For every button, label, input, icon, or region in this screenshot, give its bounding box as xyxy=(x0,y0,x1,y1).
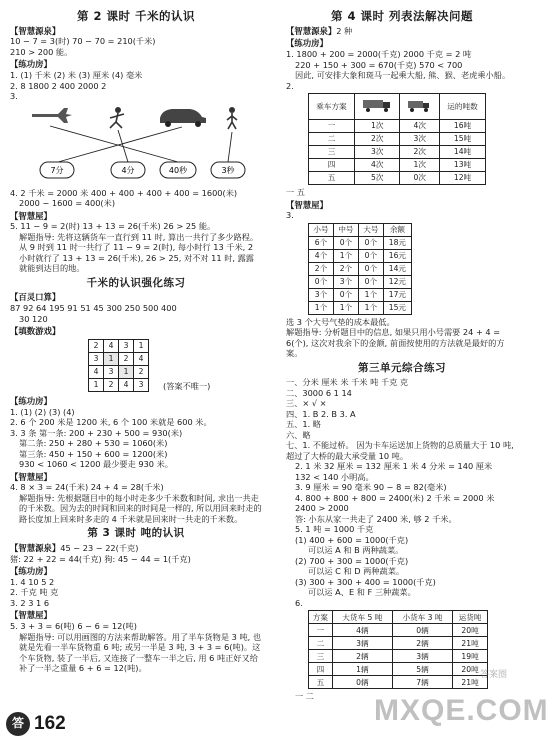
grid-cell: 2 xyxy=(104,378,119,391)
table-row xyxy=(309,275,412,288)
answer-line: 2. 6 个 200 米是 1200 米, 6 个 100 米就是 600 米。 xyxy=(10,417,212,428)
lesson-title-4: 第 4 课时 列表法解决问题 xyxy=(330,9,473,23)
table-cell: 20吨 xyxy=(453,624,488,637)
table-cell: 4次 xyxy=(400,120,440,133)
lesson-title-3: 第 3 课时 吨的认识 xyxy=(87,527,185,540)
table-header: 中号 xyxy=(333,223,358,236)
solution-guide: 解题指导: 先根据题目中的每小时走多少千米数和时间, 求出一共走的千米数。因为去的时间和回来的时间是一样的, 所以用回来时走的路长度加上回来时多走的 4 千米就是回来时一共走的千米数。 xyxy=(19,492,262,524)
answer-line: 930 < 1060 < 1200 最少要走 930 米。 xyxy=(19,459,173,470)
answer-line: 四、1. B 2. B 3. A xyxy=(286,408,356,419)
answer-line: 五、1. 略 xyxy=(286,419,321,430)
table-header: 运的吨数 xyxy=(439,94,485,120)
table-cell: 3次 xyxy=(354,146,399,159)
table-cell: 一 xyxy=(309,624,333,637)
table-cell: 1个 xyxy=(358,301,383,314)
table-cell: 18元 xyxy=(383,236,411,249)
solution-guide: 解题指导: 先将这辆货车一直行到 11 时, 算出一共行了多少路程。从 9 时到 11 时一共行了 11 − 9 = 2(时), 每小时行 13 千米, 2 小时就行了 13 + 13 = 26(千米), 26 > 25, 对不对 11 时, 露露就能到达目的地。 xyxy=(19,231,259,274)
answer-line: 5. 1 吨 = 1000 千克 xyxy=(295,524,374,535)
answer-line: 4. 8 × 3 = 24(千米) 24 + 4 = 28(千米) xyxy=(10,482,164,493)
table-row xyxy=(309,133,486,146)
table-cell: 0个 xyxy=(309,275,334,288)
table-row xyxy=(309,120,486,133)
table-cell: 一 xyxy=(309,120,355,133)
grid-cell: 4 xyxy=(119,378,134,391)
answer-line: 2400 > 2000 xyxy=(295,503,349,514)
answer-line: 第二条: 250 + 280 + 530 = 1060(米) xyxy=(19,438,168,449)
answer-text: 2 种 xyxy=(336,25,353,36)
section-tag: 【填数游戏】 xyxy=(10,326,61,337)
answer-line: 132 < 140 小明高。 xyxy=(295,471,374,482)
answer-line: 2. 千克 吨 克 xyxy=(10,587,59,598)
practice-title: 千米的认识强化练习 xyxy=(86,276,186,289)
section-tag: 【智慧源泉】 xyxy=(10,542,61,553)
table-row xyxy=(309,249,412,262)
table-cell: 15吨 xyxy=(439,133,485,146)
oval-label: 3秒 xyxy=(221,165,235,175)
grid-cell: 2 xyxy=(119,352,134,365)
table-cell: 0个 xyxy=(333,236,358,249)
grid-cell: 2 xyxy=(134,365,149,378)
answer-line: (3) 300 + 300 + 400 = 1000(千克) xyxy=(295,576,436,587)
answer-line: 3. xyxy=(286,210,294,221)
number-grid-wrap xyxy=(10,337,262,394)
table-cell: 3次 xyxy=(400,133,440,146)
section-tag: 【练功房】 xyxy=(10,59,52,70)
right-column xyxy=(286,6,518,702)
table-cell: 0个 xyxy=(333,288,358,301)
answer-line: 六、略 xyxy=(286,429,311,440)
table-cell: 0个 xyxy=(358,249,383,262)
answer-line: 1. 4 10 5 2 xyxy=(10,576,55,587)
table-cell: 7辆 xyxy=(392,676,452,689)
answer-line: 因此, 可安排大象和斑马一起乘大船, 熊、猴、老虎乘小船。 xyxy=(295,70,511,81)
table-cell: 12元 xyxy=(383,275,411,288)
answer-line: 三、× √ × xyxy=(286,398,327,409)
table-cell: 0个 xyxy=(358,262,383,275)
table-cell: 五 xyxy=(309,172,355,185)
table-cell: 6个 xyxy=(309,236,334,249)
table-header: 小号 xyxy=(309,223,334,236)
table-row xyxy=(309,301,412,314)
answer-line: 1. (1) 千米 (2) 米 (3) 厘米 (4) 毫米 xyxy=(10,70,143,81)
table-cell: 12吨 xyxy=(439,172,485,185)
grid-cell: 1 xyxy=(89,378,104,391)
page-footer xyxy=(6,712,66,736)
table-header: 小货车 3 吨 xyxy=(392,611,452,624)
table-row xyxy=(309,236,412,249)
table-cell: 二 xyxy=(309,637,333,650)
truck-plan-table xyxy=(308,93,486,185)
table-cell: 三 xyxy=(309,146,355,159)
watermark-small: 答案圈 xyxy=(480,670,508,680)
table-header: 大号 xyxy=(358,223,383,236)
table-cell: 1次 xyxy=(354,120,399,133)
table-cell: 1个 xyxy=(309,301,334,314)
answer-line: 1. 1800 + 200 = 2000(千克) 2000 千克 = 2 吨 xyxy=(286,49,472,60)
solution-guide: 解题指导: 可以用画图的方法来帮助解答。用了半车货物是 3 吨, 也就是先看一半车货物重 6 吨; 或另一半是 3 吨, 3 + 3 = 6(吨)。这个车货物, 装了一半后, 又连接了一整车一半之后, 用 6 吨正好又给补了一半之重量 6 + 6 = 12(吨)。 xyxy=(19,631,262,674)
answer-line: 1. (1) (2) (3) (4) xyxy=(10,406,75,417)
lesson-title-2: 第 2 课时 千米的认识 xyxy=(76,9,195,23)
answer-line: 2000 − 1600 = 400(米) xyxy=(19,198,116,209)
table-cell: 15元 xyxy=(383,301,411,314)
solution-guide: 解题指导: 分析题目中的信息, 如果只用小号需要 24 + 4 = 6(个), 这次对我余下的金额, 前面按使用的方法就是最好的方案。 xyxy=(286,327,505,359)
vehicle-plan-table xyxy=(308,610,488,689)
page-number: 162 xyxy=(34,713,66,734)
table-cell: 1个 xyxy=(333,301,358,314)
answer-line: 答: 小东从家一共走了 2400 米, 够 2 千米。 xyxy=(295,513,457,524)
answer-line: 30 120 xyxy=(19,313,48,324)
answer-line: 选 3 个大号气垫的成本最低。 xyxy=(286,316,395,327)
table-cell: 4个 xyxy=(309,249,334,262)
table-row xyxy=(309,663,488,676)
table-cell: 2次 xyxy=(400,146,440,159)
answer-line: 3. 3 条 第一条: 200 + 230 + 500 = 930(米) xyxy=(10,427,183,438)
table-cell: 0辆 xyxy=(392,624,452,637)
table-cell: 4辆 xyxy=(332,624,392,637)
runner-icon xyxy=(110,107,124,128)
answer-line: 4. 2 千米 = 2000 米 400 + 400 + 400 + 400 = 1600(米) xyxy=(10,187,238,198)
answer-line xyxy=(10,543,262,554)
table-cell: 3辆 xyxy=(332,637,392,650)
answer-line: 2. xyxy=(286,80,294,91)
table-cell: 四 xyxy=(309,159,355,172)
answer-line: 10 − 7 = 3(时) 70 − 70 = 210(千米) xyxy=(10,36,156,47)
number-grid xyxy=(88,339,149,392)
small-truck-icon xyxy=(407,98,433,112)
grid-cell: 2 xyxy=(89,339,104,352)
table-row xyxy=(309,288,412,301)
table-cell: 5次 xyxy=(354,172,399,185)
table-cell: 3辆 xyxy=(392,650,452,663)
walker-icon xyxy=(227,107,237,129)
unit-review-title: 第三单元综合练习 xyxy=(358,361,446,374)
answer-line: 2. 8 1800 2 400 2000 2 xyxy=(10,80,107,91)
table-cell: 17元 xyxy=(383,288,411,301)
answer-line: (1) 400 + 600 = 1000(千克) xyxy=(295,534,409,545)
table-cell: 2辆 xyxy=(332,650,392,663)
table-cell: 1个 xyxy=(358,288,383,301)
section-tag: 【智慧屋】 xyxy=(10,210,52,221)
oval-label: 40秒 xyxy=(168,165,188,175)
answer-line: 220 + 150 + 300 = 670(千克) 570 < 700 xyxy=(295,59,463,70)
answer-line: 可以运 C 和 D 两种蔬菜。 xyxy=(308,566,405,577)
table-cell: 五 xyxy=(309,676,333,689)
table-header: 余额 xyxy=(383,223,411,236)
grid-cell: 4 xyxy=(89,365,104,378)
table-cell: 0辆 xyxy=(332,676,392,689)
table-cell: 3个 xyxy=(333,275,358,288)
answer-line: 猪: 22 + 22 = 44(千克) 狗: 45 − 44 = 1(千克) xyxy=(10,553,191,564)
table-row xyxy=(309,637,488,650)
answer-line: 二、3000 6 1 14 xyxy=(286,387,352,398)
table-cell: 1次 xyxy=(400,159,440,172)
answer-line: 可以运 A 和 B 两种蔬菜。 xyxy=(308,545,404,556)
section-tag: 【智慧源泉】 xyxy=(286,25,337,36)
table-cell: 四 xyxy=(309,663,333,676)
table-row xyxy=(309,624,488,637)
grid-cell: 3 xyxy=(134,378,149,391)
matching-lines xyxy=(50,126,232,162)
answer-line: 2. 1 米 32 厘米 = 132 厘米 1 米 4 分米 = 140 厘米 xyxy=(295,461,493,472)
answer-line: 一 五 xyxy=(286,187,305,198)
table-cell: 2个 xyxy=(333,262,358,275)
grid-cell: 1 xyxy=(104,352,119,365)
table-cell: 三 xyxy=(309,650,333,663)
big-truck-icon xyxy=(362,98,392,112)
table-cell: 3个 xyxy=(309,288,334,301)
table-row xyxy=(309,159,486,172)
answer-line: 七、1. 不能过桥。 因为卡车运送加上货物的总质量大于 10 吨, 超过了大桥的最大承受量 10 吨。 xyxy=(286,440,514,461)
table-row xyxy=(309,146,486,159)
answer-line: 3. 9 厘米 = 90 毫米 90 − 8 = 82(毫米) xyxy=(295,482,447,493)
section-tag: 【智慧屋】 xyxy=(10,471,52,482)
oval-label: 4分 xyxy=(121,165,135,175)
answer-line: 4. 800 + 800 + 800 = 2400(米) 2 千米 = 2000 米 xyxy=(295,492,495,503)
table-row xyxy=(309,172,486,185)
answer-line xyxy=(286,26,518,37)
table-row xyxy=(309,676,488,689)
grid-cell: 4 xyxy=(104,339,119,352)
table-header xyxy=(400,94,440,120)
table-cell: 16元 xyxy=(383,249,411,262)
answer-line: 一、分米 厘米 米 千米 吨 千克 克 xyxy=(286,377,409,388)
car-icon xyxy=(160,109,206,127)
table-cell: 1辆 xyxy=(332,663,392,676)
section-tag: 【智慧屋】 xyxy=(286,199,328,210)
answer-line: 可以运 A、E 和 F 三种蔬菜。 xyxy=(308,587,416,598)
watermark: MXQE.COM xyxy=(374,694,549,727)
table-cell: 14吨 xyxy=(439,146,485,159)
table-header: 方案 xyxy=(309,611,333,624)
left-column xyxy=(10,6,262,674)
table-cell: 0次 xyxy=(400,172,440,185)
table-header: 大货车 5 吨 xyxy=(332,611,392,624)
table-row xyxy=(309,262,412,275)
section-tag: 【练功房】 xyxy=(10,566,52,577)
section-tag: 【练功房】 xyxy=(10,395,52,406)
oval-label: 7分 xyxy=(50,165,64,175)
answer-line: 一 二 xyxy=(295,691,314,702)
table-header: 运货吨 xyxy=(453,611,488,624)
answer-line: 第三条: 450 + 150 + 600 = 1200(米) xyxy=(19,448,168,459)
answer-line: 3. 2 3 1 6 xyxy=(10,597,50,608)
airplane-icon xyxy=(32,108,72,123)
section-tag: 【智慧源泉】 xyxy=(10,25,61,36)
grid-cell: 3 xyxy=(89,352,104,365)
answer-line: 6. xyxy=(295,597,303,608)
answer-badge-icon: 答 xyxy=(6,712,30,736)
answer-line: 210 > 200 能。 xyxy=(10,46,73,57)
grid-cell: 1 xyxy=(134,339,149,352)
section-tag: 【百灵口算】 xyxy=(10,292,61,303)
matching-diagram xyxy=(10,102,260,188)
table-header xyxy=(354,94,399,120)
table-row xyxy=(309,650,488,663)
time-ovals xyxy=(40,162,245,178)
table-cell: 4次 xyxy=(354,159,399,172)
grid-cell: 3 xyxy=(119,339,134,352)
grid-cell: 3 xyxy=(104,365,119,378)
table-cell: 1个 xyxy=(333,249,358,262)
table-cell: 14元 xyxy=(383,262,411,275)
table-cell: 20吨 xyxy=(453,663,488,676)
grid-cell: 1 xyxy=(119,365,134,378)
answer-line: 3. xyxy=(10,91,18,102)
table-cell: 2个 xyxy=(309,262,334,275)
grid-cell: 4 xyxy=(134,352,149,365)
table-cell: 16吨 xyxy=(439,120,485,133)
section-tag: 【练功房】 xyxy=(286,38,328,49)
table-cell: 2辆 xyxy=(392,637,452,650)
table-header: 乘车方案 xyxy=(309,94,355,120)
grid-note: (答案不唯一) xyxy=(163,381,211,392)
table-cell: 二 xyxy=(309,133,355,146)
table-cell: 0个 xyxy=(358,236,383,249)
table-cell: 5辆 xyxy=(392,663,452,676)
table-cell: 13吨 xyxy=(439,159,485,172)
answer-text: 45 − 23 − 22(千克) xyxy=(60,542,139,553)
table-cell: 2次 xyxy=(354,133,399,146)
section-tag: 【智慧屋】 xyxy=(10,610,52,621)
table-cell: 0个 xyxy=(358,275,383,288)
table-cell: 19吨 xyxy=(453,650,488,663)
answer-line: 87 92 64 195 91 51 45 300 250 500 400 xyxy=(10,303,177,314)
balloon-table xyxy=(308,223,412,315)
answer-line: 5. 3 + 3 = 6(吨) 6 − 6 = 12(吨) xyxy=(10,621,137,632)
table-cell: 21吨 xyxy=(453,676,488,689)
answer-line: 5. 11 − 9 = 2(时) 13 + 13 = 26(千米) 26 > 25 能。 xyxy=(10,221,216,232)
answer-line: (2) 700 + 300 = 1000(千克) xyxy=(295,555,409,566)
table-cell: 21吨 xyxy=(453,637,488,650)
